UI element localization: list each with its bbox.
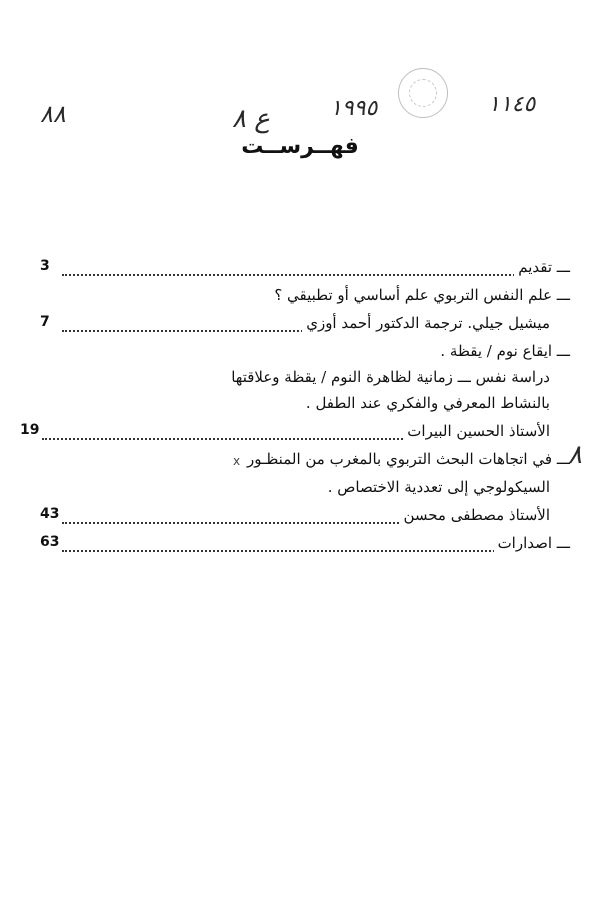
handwritten-number-left: ٨٨ <box>40 100 66 128</box>
toc-page-number: 3 <box>40 258 54 274</box>
toc-entry-text: ميشيل جيلي. ترجمة الدكتور أحمد أوزي <box>302 314 550 332</box>
toc-entry-subtitle: دراسة نفس ـــ زمانية لظاهرة النوم / يقظة وعلاقتها <box>231 368 550 386</box>
leader-dots <box>62 262 570 276</box>
toc-entry-text: الأستاذ مصطفى محسن <box>399 506 550 524</box>
toc-entry-text: الأستاذ الحسين البيرات <box>403 422 550 440</box>
page-title: فهــرســت <box>241 134 359 159</box>
toc-entry-heading: ـــ في اتجاهات البحث التربوي بالمغرب من المنظـور <box>246 450 570 468</box>
toc-entry-author <box>40 314 550 340</box>
toc-page-number: 7 <box>40 314 54 330</box>
toc-entry-publications <box>40 534 570 560</box>
toc-entry-subtitle: بالنشاط المعرفي والفكري عند الطفل . <box>305 394 550 412</box>
toc-entry-text: ـــ اصدارات <box>494 534 570 552</box>
toc-entry-heading: ـــ ايقاع نوم / يقظة . <box>440 342 570 360</box>
handwritten-margin-note: ٨ <box>568 440 582 470</box>
toc-entry-author <box>20 422 550 448</box>
handwritten-year: ١٩٩٥ <box>330 96 378 121</box>
handwritten-issue: ع ٨ <box>232 104 270 134</box>
toc-entry-subtitle: السيكولوجي إلى تعددية الاختصاص . <box>327 478 550 496</box>
toc-page-number: 63 <box>40 534 63 550</box>
toc-page-number: 43 <box>40 506 63 522</box>
toc-entry-introduction <box>40 258 570 284</box>
handwritten-number-right: ١١٤٥ <box>488 92 536 117</box>
stamp-mark <box>398 68 448 118</box>
toc-entry-heading: ـــ علم النفس التربوي علم أساسي أو تطبيقي ؟ <box>274 286 570 304</box>
toc-entry-author <box>40 506 550 532</box>
toc-page-number: 19 <box>20 422 43 438</box>
toc-entry-text: ـــ تقديم <box>514 258 570 276</box>
handwritten-x-mark: x <box>233 454 241 468</box>
